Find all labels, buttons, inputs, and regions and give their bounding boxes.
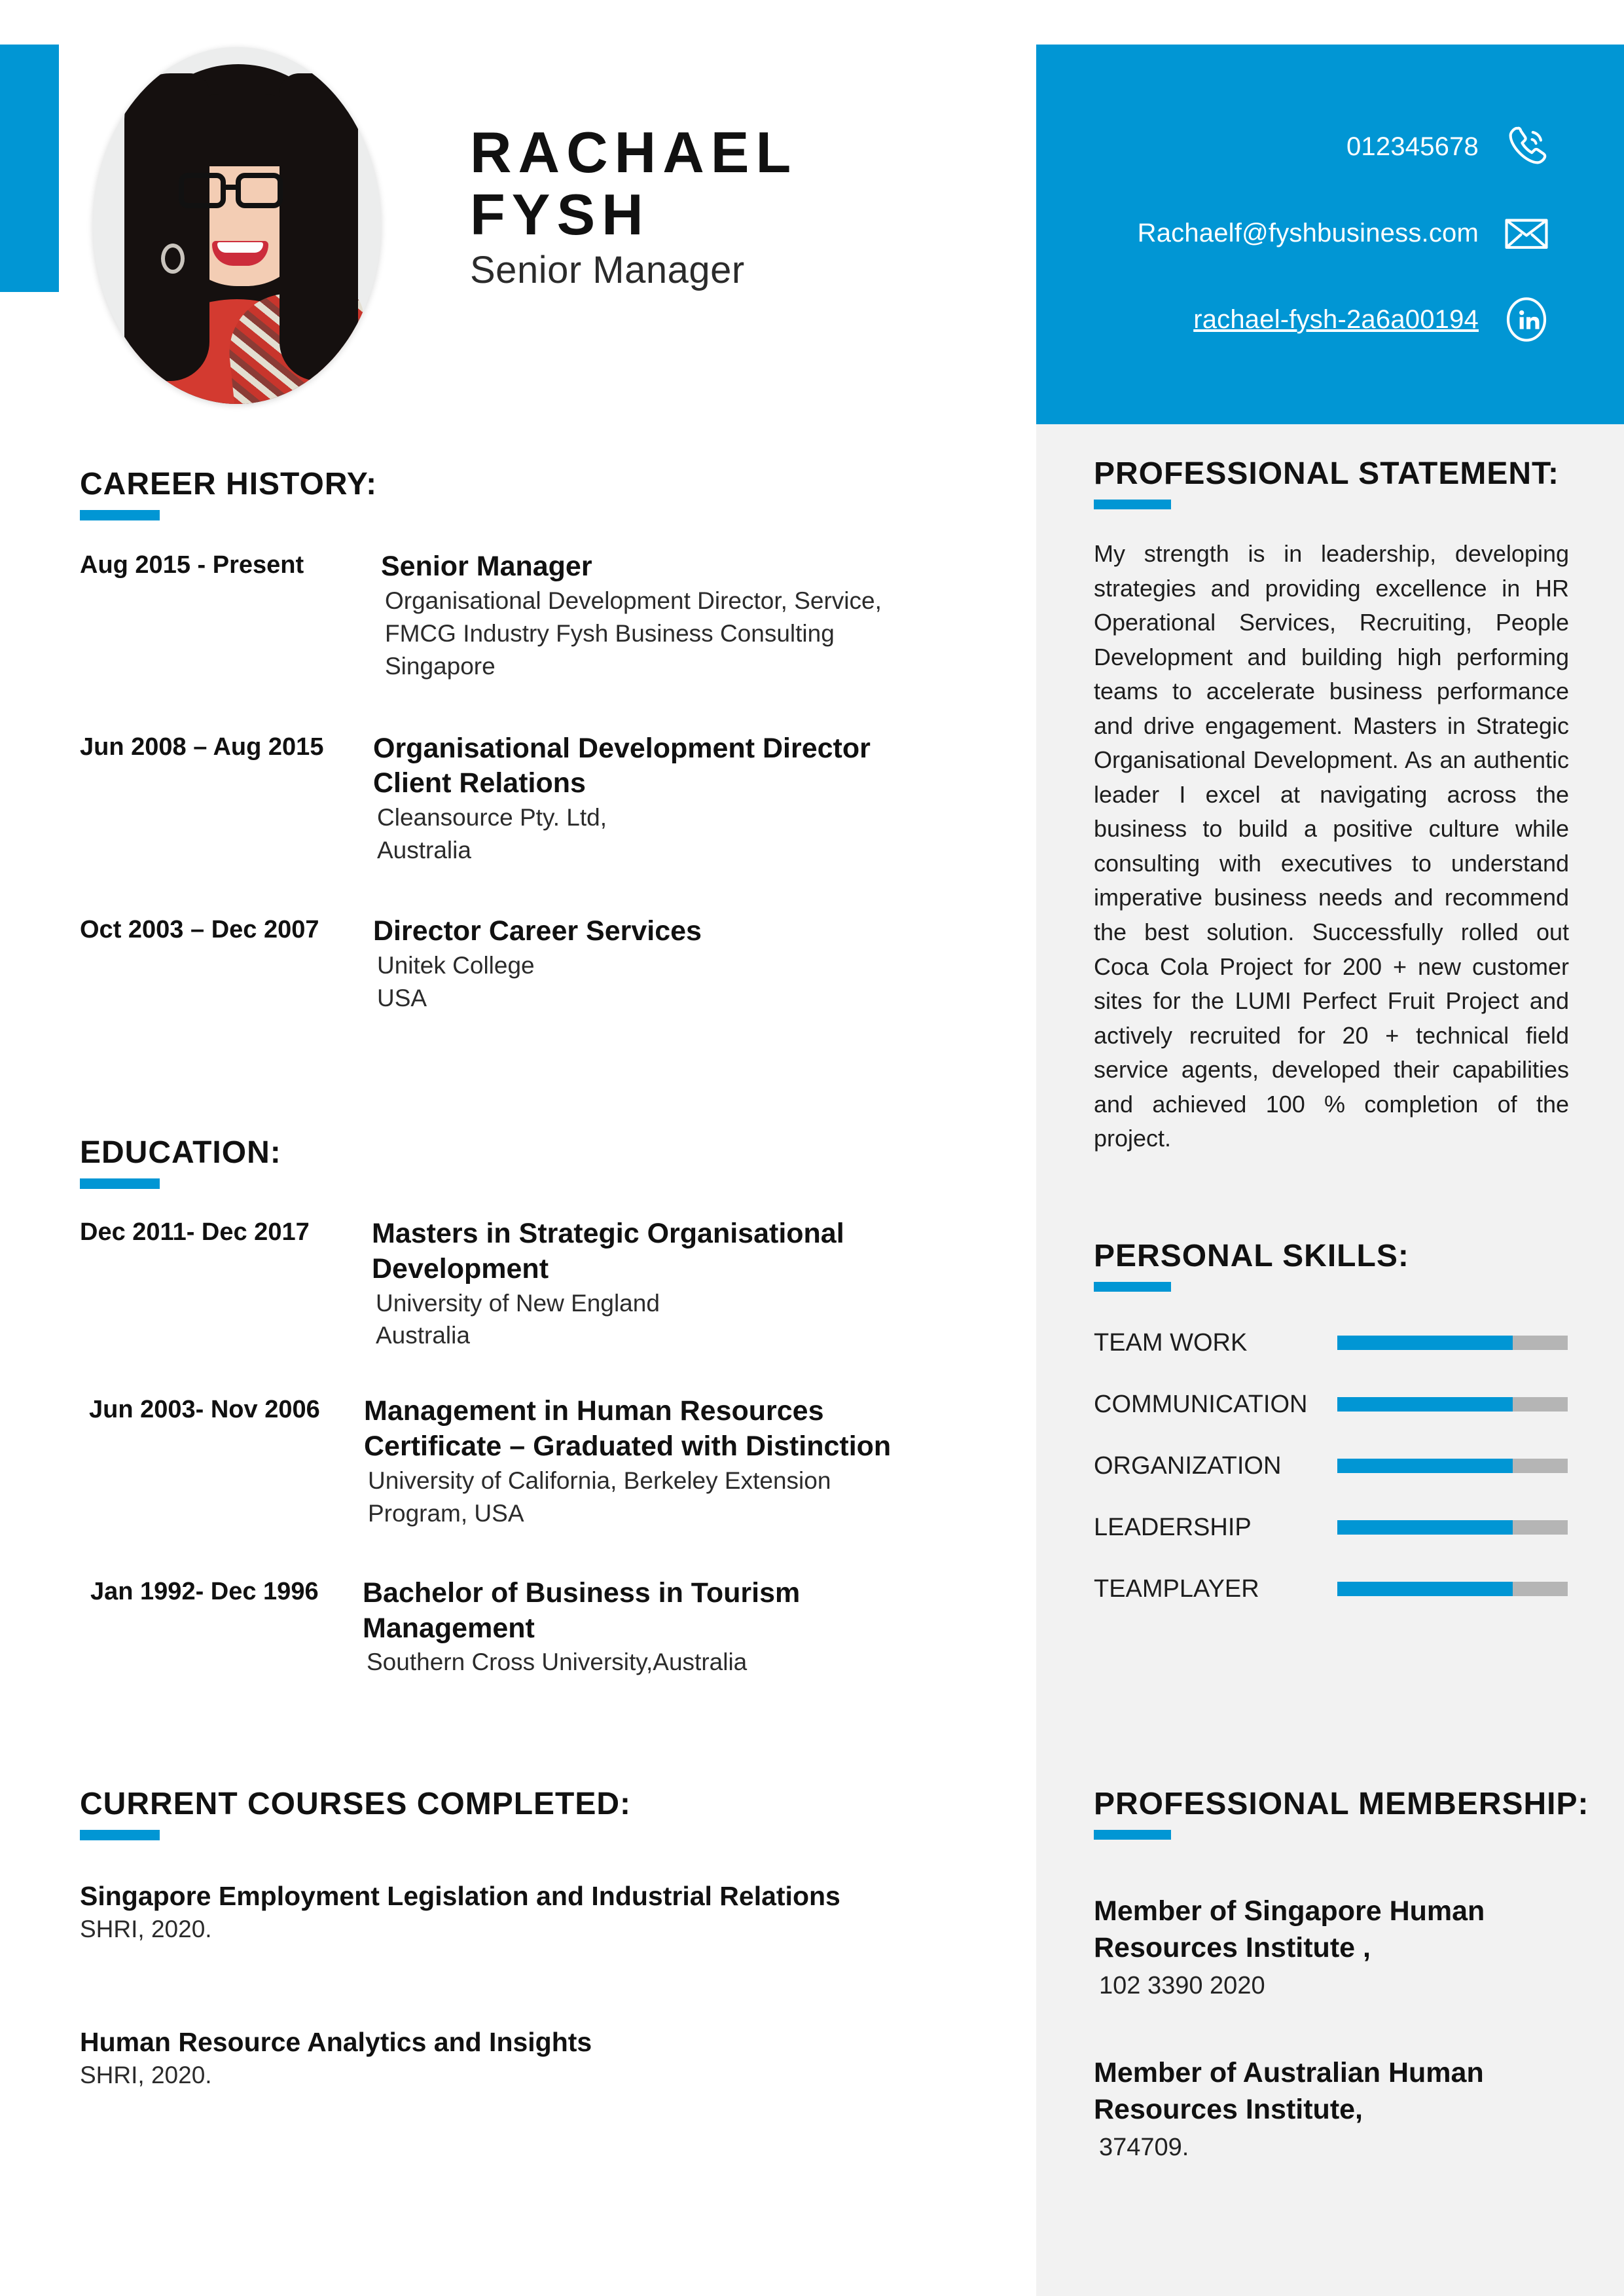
avatar-glasses-right-lens xyxy=(236,173,283,208)
section-rule xyxy=(1094,1830,1171,1840)
career-entry-role: Senior Manager xyxy=(381,551,592,582)
section-rule xyxy=(1094,500,1171,509)
skill-bar-track xyxy=(1337,1336,1568,1350)
education-entry-detail: Australia xyxy=(376,1322,470,1349)
skill-bar-fill xyxy=(1337,1459,1513,1473)
education-entry xyxy=(80,1576,1022,1679)
education-entry-dates: Dec 2011- Dec 2017 xyxy=(80,1218,310,1246)
career-entry-dates: Oct 2003 – Dec 2007 xyxy=(80,915,319,943)
professional-statement-section xyxy=(1094,456,1569,1156)
education-entry xyxy=(80,1394,1022,1529)
phone-icon xyxy=(1501,121,1552,172)
skill-label: TEAM WORK xyxy=(1094,1328,1248,1357)
career-entry-detail: Unitek College xyxy=(377,951,535,979)
left-column xyxy=(0,424,1036,2296)
courses-heading: CURRENT COURSES COMPLETED: xyxy=(80,1787,632,1821)
skill-bar-fill xyxy=(1337,1336,1513,1350)
professional-statement-heading: PROFESSIONAL STATEMENT: xyxy=(1094,456,1560,491)
career-entry-detail: FMCG Industry Fysh Business Consulting xyxy=(385,619,835,647)
career-entry-detail: USA xyxy=(377,984,427,1011)
section-rule xyxy=(1094,1282,1171,1292)
skill-row xyxy=(1094,1575,1591,1603)
education-entry-degree: Management in Human Resources Certificate – Graduated with Distinction xyxy=(364,1395,892,1463)
skill-label: LEADERSHIP xyxy=(1094,1513,1252,1541)
personal-skills-heading: PERSONAL SKILLS: xyxy=(1094,1239,1409,1273)
career-entry-body xyxy=(373,914,702,1015)
career-entry-body xyxy=(381,549,882,683)
avatar-hair-right xyxy=(280,73,358,381)
career-entry-detail: Singapore xyxy=(385,652,496,680)
career-entry-detail: Australia xyxy=(377,837,471,864)
resume-header xyxy=(0,0,1624,424)
education-section xyxy=(80,1135,1022,1679)
left-accent-bar xyxy=(0,45,59,292)
membership-name: Member of Australian Human Resources Institute, xyxy=(1094,2056,1484,2125)
right-sidebar xyxy=(1036,424,1624,2296)
contact-list xyxy=(1138,121,1552,345)
course-title: Singapore Employment Legislation and Industrial Relations xyxy=(80,1881,840,1911)
membership-item xyxy=(1094,2055,1591,2162)
career-entry xyxy=(80,914,996,1015)
course-title: Human Resource Analytics and Insights xyxy=(80,2027,592,2057)
education-entry-body xyxy=(364,1394,953,1529)
course-item xyxy=(80,1881,996,1943)
skill-row xyxy=(1094,1451,1591,1480)
education-heading: EDUCATION: xyxy=(80,1135,281,1170)
career-entry-dates: Aug 2015 - Present xyxy=(80,551,304,579)
skill-bar-track xyxy=(1337,1459,1568,1473)
career-entry xyxy=(80,549,996,683)
skill-bar-fill xyxy=(1337,1520,1513,1535)
course-item xyxy=(80,2027,996,2089)
skill-bar-fill xyxy=(1337,1397,1513,1412)
section-rule xyxy=(80,1830,160,1840)
linkedin-icon xyxy=(1501,294,1552,345)
education-entry-dates: Jun 2003- Nov 2006 xyxy=(89,1396,320,1424)
education-entry-detail: University of New England xyxy=(376,1289,660,1317)
education-entry-detail: Program, USA xyxy=(368,1499,524,1527)
education-entry-body xyxy=(363,1576,834,1679)
last-name: FYSH xyxy=(470,182,650,247)
skill-row xyxy=(1094,1513,1591,1542)
personal-skills-section xyxy=(1094,1238,1591,1603)
course-provider: SHRI, 2020. xyxy=(80,2062,212,2088)
linkedin-handle[interactable]: rachael-fysh-2a6a00194 xyxy=(1193,304,1479,334)
avatar xyxy=(93,47,381,404)
membership-id: 102 3390 2020 xyxy=(1099,1971,1265,1999)
professional-membership-section xyxy=(1094,1786,1591,2162)
education-entry-body xyxy=(372,1216,895,1352)
membership-item xyxy=(1094,1893,1591,2000)
courses-section xyxy=(80,1786,996,2089)
career-history-heading: CAREER HISTORY: xyxy=(80,467,378,501)
career-entry-role: Director Career Services xyxy=(373,915,702,947)
contact-row-email[interactable] xyxy=(1138,208,1552,259)
contact-row-linkedin[interactable] xyxy=(1193,294,1552,345)
skill-row xyxy=(1094,1390,1591,1419)
section-rule xyxy=(80,1178,160,1189)
avatar-teeth xyxy=(217,242,263,253)
membership-name: Member of Singapore Human Resources Institute , xyxy=(1094,1895,1485,1963)
career-entry xyxy=(80,731,996,867)
career-entry-body xyxy=(373,731,949,867)
email-address: Rachaelf@fyshbusiness.com xyxy=(1137,218,1479,247)
education-entry-dates: Jan 1992- Dec 1996 xyxy=(90,1577,319,1605)
career-entry-detail: Organisational Development Director, Service, xyxy=(385,587,882,614)
section-rule xyxy=(80,510,160,520)
skill-bar-fill xyxy=(1337,1582,1513,1596)
skill-label: ORGANIZATION xyxy=(1094,1451,1282,1480)
first-name: RACHAEL xyxy=(470,120,798,185)
professional-membership-heading: PROFESSIONAL MEMBERSHIP: xyxy=(1094,1787,1589,1821)
education-entry-detail: University of California, Berkeley Extension xyxy=(368,1467,831,1494)
avatar-glasses-bridge xyxy=(226,185,237,190)
job-title: Senior Manager xyxy=(470,249,745,292)
skill-label: TEAMPLAYER xyxy=(1094,1575,1259,1603)
avatar-glasses-left-lens xyxy=(179,173,226,208)
education-entry xyxy=(80,1216,1022,1352)
career-entry-detail: Cleansource Pty. Ltd, xyxy=(377,804,607,831)
skill-row xyxy=(1094,1328,1591,1357)
course-provider: SHRI, 2020. xyxy=(80,1916,212,1942)
name-block xyxy=(470,121,1007,292)
phone-number: 012345678 xyxy=(1346,132,1479,161)
skills-list xyxy=(1094,1328,1591,1603)
education-entry-degree: Bachelor of Business in Tourism Management xyxy=(363,1576,801,1644)
professional-statement-text: My strength is in leadership, developing strategies and providing excellence in HR Operational Services, Recruiting, People Development and building high performing teams to accelerate business performance and drive engagement. Masters in Strategic Organisational Development. As an authentic leader I excel at navigating across the business to build a positive culture while consulting with executives to understand imperative business needs and recommend the best solution. Successfully rolled out Coca Cola Project for 200 + new customer sites for the LUMI Perfect Fruit Project and actively recruited for 20 + technical field service agents, developed their capabilities and achieved 100 % completion of the project. xyxy=(1094,540,1569,1152)
career-history-section xyxy=(80,466,996,1015)
career-entry-role: Organisational Development Director Client Relations xyxy=(373,732,871,799)
skill-bar-track xyxy=(1337,1520,1568,1535)
education-entry-degree: Masters in Strategic Organisational Development xyxy=(372,1218,844,1285)
skill-bar-track xyxy=(1337,1397,1568,1412)
membership-id: 374709. xyxy=(1099,2133,1189,2161)
career-entry-dates: Jun 2008 – Aug 2015 xyxy=(80,733,324,761)
skill-label: COMMUNICATION xyxy=(1094,1390,1308,1418)
avatar-hair-left xyxy=(124,73,209,381)
education-entry-detail: Southern Cross University,Australia xyxy=(367,1649,748,1676)
avatar-earring xyxy=(161,244,185,274)
envelope-icon xyxy=(1501,208,1552,259)
contact-row-phone[interactable] xyxy=(1346,121,1552,172)
skill-bar-track xyxy=(1337,1582,1568,1596)
